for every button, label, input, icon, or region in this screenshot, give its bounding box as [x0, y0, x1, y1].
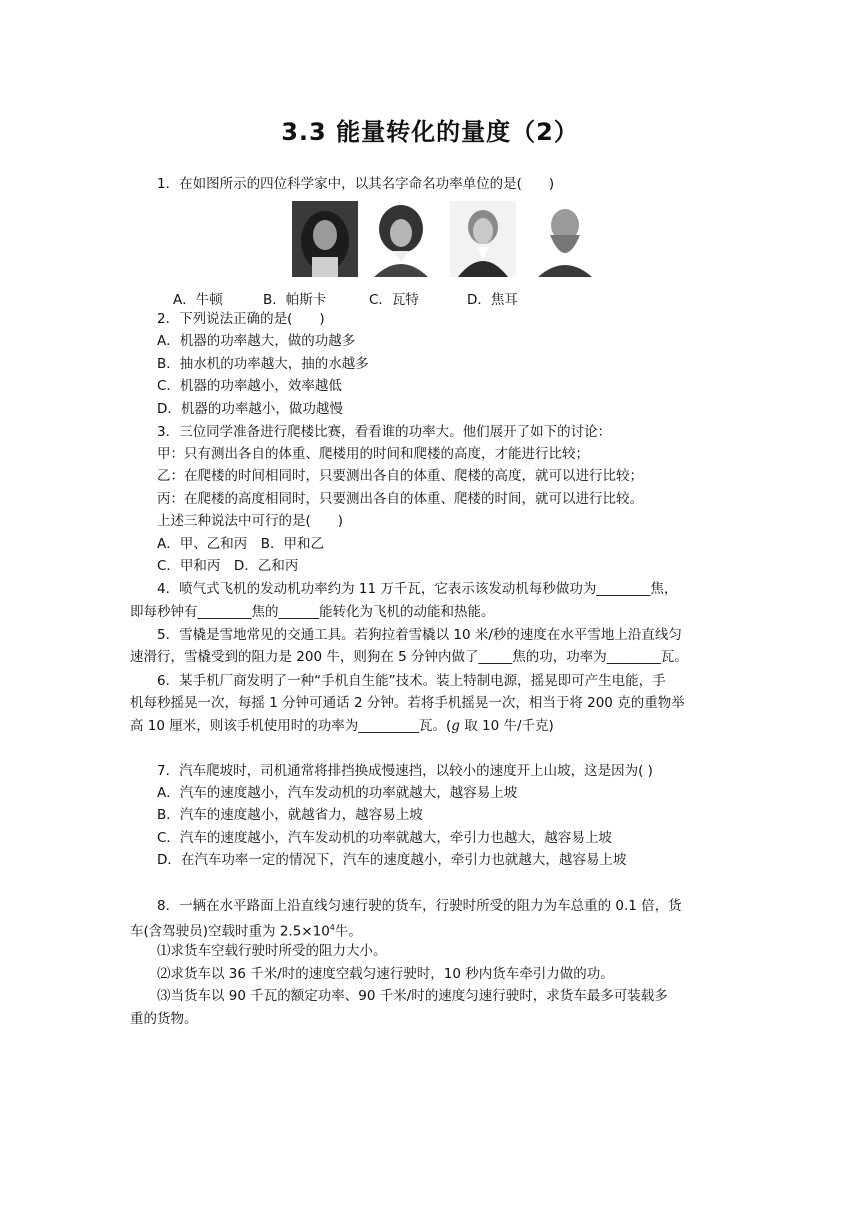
q2-option-c: C．机器的功率越小，效率越低 — [157, 378, 342, 394]
q3-options-cd: C．甲和丙 D．乙和丙 — [157, 558, 299, 574]
q8-line-2 — [130, 919, 362, 941]
q2-option-b: B．抽水机的功率越大，抽的水越多 — [157, 356, 369, 372]
q1-option-b: B．帕斯卡 — [263, 292, 327, 308]
q8-line-2-text: 车(含驾驶员)空载时重为 2.5×10 — [130, 923, 330, 940]
q3-statement-yi: 乙：在爬楼的时间相同时，只要测出各自的体重、爬楼的高度，就可以进行比较； — [157, 468, 643, 484]
q2-stem: 2．下列说法正确的是( ) — [157, 311, 325, 327]
q6-g-symbol: g — [451, 718, 460, 734]
q7-option-b: B．汽车的速度越小，就越省力，越容易上坡 — [157, 807, 423, 823]
q3-statement-jia: 甲：只有测出各自的体重、爬楼用的时间和爬楼的高度，才能进行比较； — [157, 446, 589, 462]
q5-line-2: 速滑行，雪橇受到的阻力是 200 牛，则狗在 5 分钟内做了_____焦的功，功率为________瓦。 — [130, 649, 688, 665]
portrait-newton — [292, 201, 358, 277]
q6-line-3 — [130, 717, 554, 735]
q8-sub-3-line-2: 重的货物。 — [130, 1011, 198, 1027]
q6-line-1: 6．某手机厂商发明了一种“手机自生能”技术。装上特制电源，摇晃即可产生电能，手 — [157, 673, 666, 689]
portrait-watt — [450, 201, 516, 277]
q2-option-d: D．机器的功率越小，做功越慢 — [157, 401, 343, 417]
q8-line-2-tail: 牛。 — [334, 923, 362, 940]
q7-stem: 7．汽车爬坡时，司机通常将排挡换成慢速挡，以较小的速度开上山坡，这是因为( ) — [157, 763, 653, 779]
q3-stem: 3．三位同学准备进行爬楼比赛，看看谁的功率大。他们展开了如下的讨论： — [157, 424, 612, 440]
q8-sub-2: ⑵求货车以 36 千米/时的速度空载匀速行驶时，10 秒内货车牵引力做的功。 — [157, 966, 614, 982]
q4-line-1: 4．喷气式飞机的发动机功率约为 11 万千瓦，它表示该发动机每秒做功为________焦， — [157, 581, 678, 597]
scientist-portraits — [292, 201, 604, 279]
q2-option-a: A．机器的功率越大，做的功越多 — [157, 333, 356, 349]
q5-line-1: 5．雪橇是雪地常见的交通工具。若狗拉着雪橇以 10 米/秒的速度在水平雪地上沿直线匀 — [157, 627, 682, 643]
q6-line-3-tail: 取 10 牛/千克) — [459, 718, 554, 734]
q7-option-d: D．在汽车功率一定的情况下，汽车的速度越小，牵引力也就越大，越容易上坡 — [157, 852, 627, 868]
page-title: 3.3 能量转化的量度（2） — [281, 118, 579, 146]
q4-line-2: 即每秒钟有________焦的______能转化为飞机的动能和热能。 — [130, 604, 495, 620]
q3-statement-bing: 丙：在爬楼的高度相同时，只要测出各自的体重、爬楼的时间，就可以进行比较。 — [157, 491, 643, 507]
q8-sub-1: ⑴求货车空载行驶时所受的阻力大小。 — [157, 943, 387, 959]
q8-sub-3-line-1: ⑶当货车以 90 千瓦的额定功率、90 千米/时的速度匀速行驶时，求货车最多可装载多 — [157, 988, 668, 1004]
q6-line-2: 机每秒摇晃一次，每摇 1 分钟可通话 2 分钟。若将手机摇晃一次，相当于将 200 克的重物举 — [130, 695, 685, 711]
q8-line-1: 8．一辆在水平路面上沿直线匀速行驶的货车，行驶时所受的阻力为车总重的 0.1 倍，货 — [157, 898, 682, 914]
portrait-pascal — [368, 201, 434, 277]
q1-option-a: A．牛顿 — [173, 292, 223, 308]
q1-option-d: D．焦耳 — [467, 292, 518, 308]
portrait-joule — [532, 201, 598, 277]
q8-exponent: 4 — [329, 923, 335, 932]
q1-option-c: C．瓦特 — [369, 292, 419, 308]
q7-option-c: C．汽车的速度越小，汽车发动机的功率就越大，牵引力也越大，越容易上坡 — [157, 830, 612, 846]
q3-options-ab: A．甲、乙和丙 B．甲和乙 — [157, 536, 324, 552]
q3-ask: 上述三种说法中可行的是( ) — [157, 513, 344, 529]
q1-stem: 1．在如图所示的四位科学家中，以其名字命名功率单位的是( ) — [157, 176, 555, 192]
q7-option-a: A．汽车的速度越小，汽车发动机的功率就越大，越容易上坡 — [157, 785, 518, 801]
q6-line-3-text: 高 10 厘米，则该手机使用时的功率为_________瓦。( — [130, 718, 452, 734]
